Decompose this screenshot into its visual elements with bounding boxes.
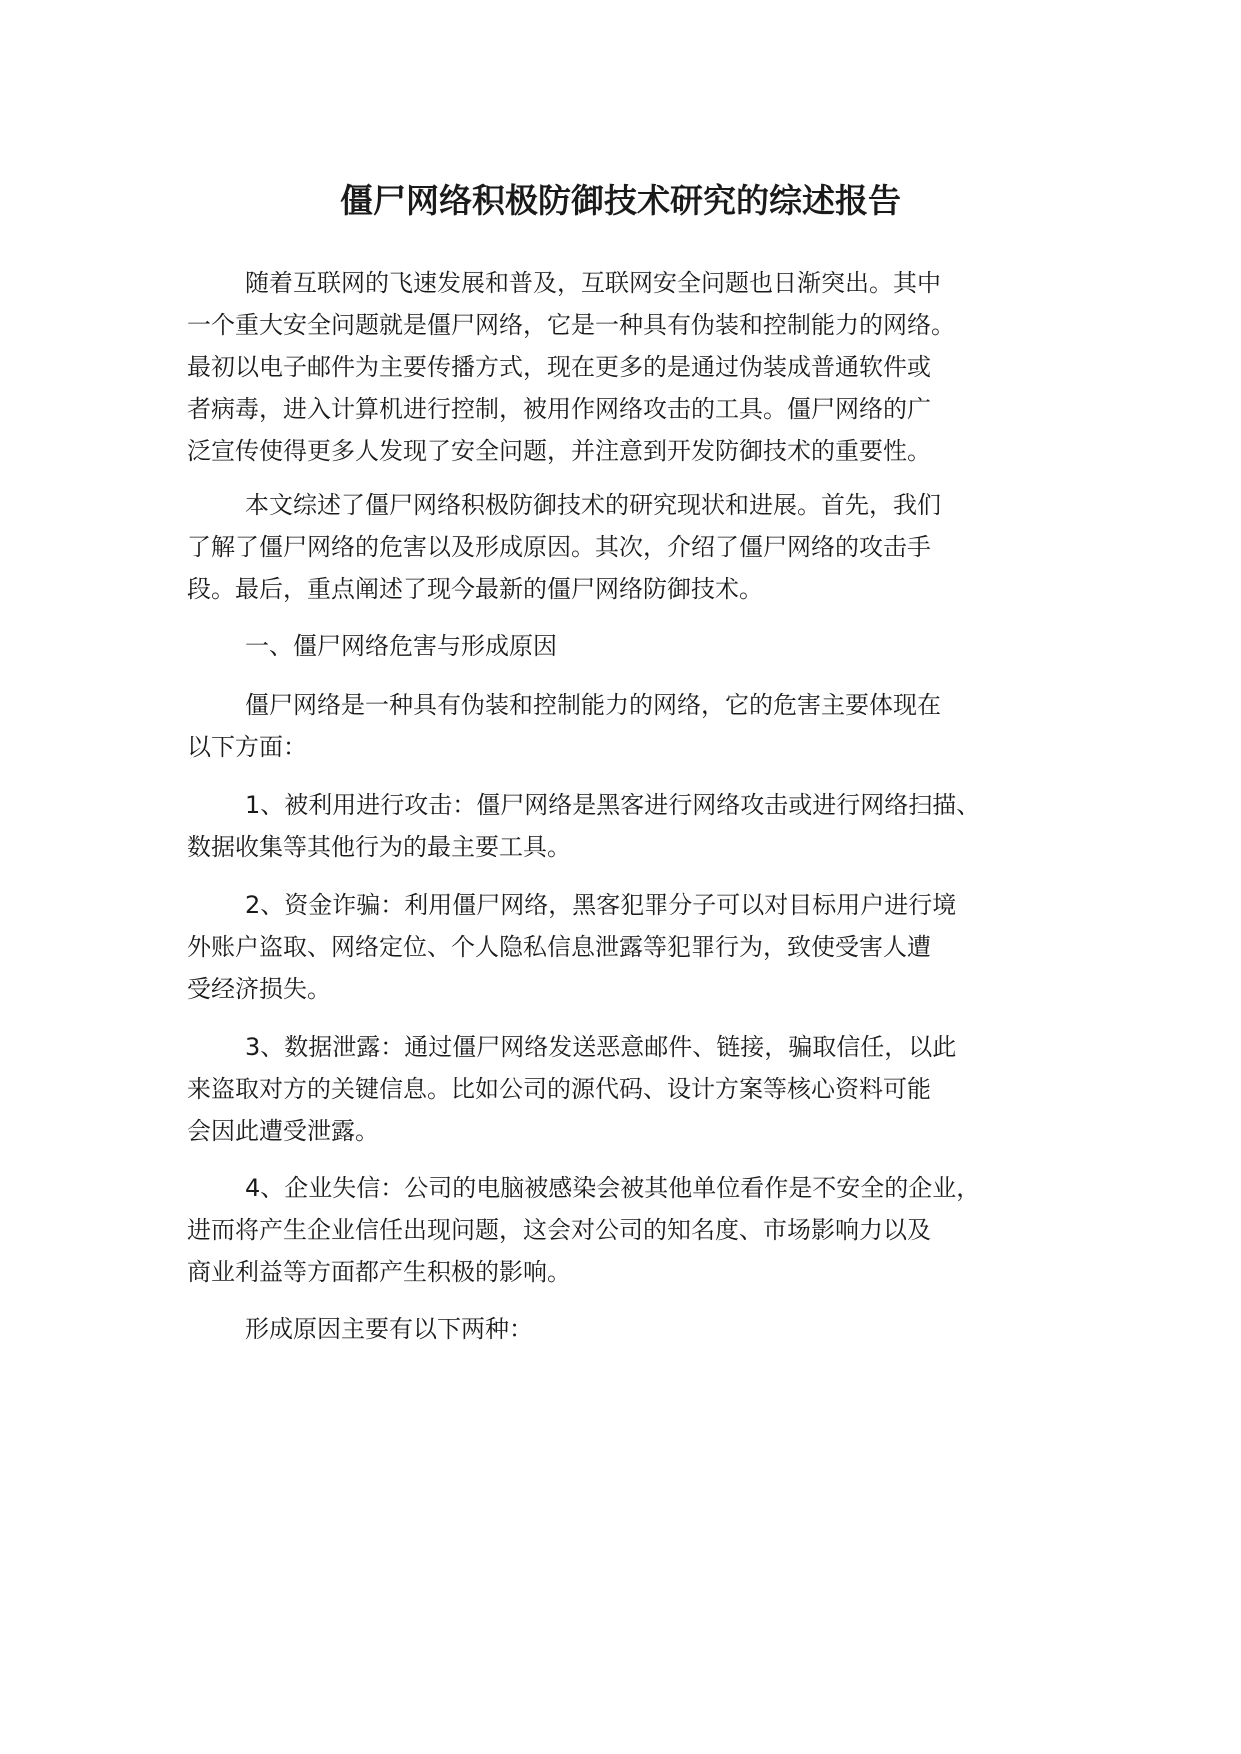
list-item-3 — [187, 1026, 1087, 1152]
paragraph-line: 数据收集等其他行为的最主要工具。 — [187, 833, 571, 861]
paragraph-intro — [187, 262, 1087, 472]
paragraph-line: 商业利益等方面都产生积极的影响。 — [187, 1258, 571, 1286]
document-title: 僵尸网络积极防御技术研究的综述报告 — [340, 181, 901, 220]
paragraph-line: 形成原因主要有以下两种： — [245, 1315, 533, 1343]
paragraph-line: 者病毒，进入计算机进行控制，被用作网络攻击的工具。僵尸网络的广 — [187, 395, 931, 423]
paragraph-line: 僵尸网络是一种具有伪装和控制能力的网络，它的危害主要体现在 — [245, 691, 941, 719]
list-item-4 — [187, 1167, 1087, 1293]
paragraph-line: 泛宣传使得更多人发现了安全问题，并注意到开发防御技术的重要性。 — [187, 437, 931, 465]
paragraph-causes-intro — [187, 1308, 1087, 1350]
paragraph-line: 来盗取对方的关键信息。比如公司的源代码、设计方案等核心资料可能 — [187, 1075, 931, 1103]
paragraph-harm-intro — [187, 684, 1087, 768]
paragraph-line: 一个重大安全问题就是僵尸网络，它是一种具有伪装和控制能力的网络。 — [187, 311, 955, 339]
list-item-2 — [187, 884, 1087, 1010]
paragraph-line: 1、被利用进行攻击：僵尸网络是黑客进行网络攻击或进行网络扫描、 — [245, 791, 981, 819]
paragraph-line: 2、资金诈骗：利用僵尸网络，黑客犯罪分子可以对目标用户进行境 — [245, 891, 957, 919]
paragraph-line: 外账户盗取、网络定位、个人隐私信息泄露等犯罪行为，致使受害人遭 — [187, 933, 931, 961]
paragraph-line: 以下方面： — [187, 733, 307, 761]
list-item-1 — [187, 784, 1087, 868]
paragraph-line: 进而将产生企业信任出现问题，这会对公司的知名度、市场影响力以及 — [187, 1216, 931, 1244]
section-heading-1 — [187, 625, 1087, 667]
paragraph-line: 4、企业失信：公司的电脑被感染会被其他单位看作是不安全的企业， — [245, 1174, 981, 1202]
paragraph-line: 了解了僵尸网络的危害以及形成原因。其次，介绍了僵尸网络的攻击手 — [187, 533, 931, 561]
paragraph-line: 会因此遭受泄露。 — [187, 1117, 379, 1145]
paragraph-line: 段。最后，重点阐述了现今最新的僵尸网络防御技术。 — [187, 575, 763, 603]
paragraph-line: 3、数据泄露：通过僵尸网络发送恶意邮件、链接，骗取信任，以此 — [245, 1033, 957, 1061]
paragraph-line: 本文综述了僵尸网络积极防御技术的研究现状和进展。首先，我们 — [245, 491, 941, 519]
paragraph-line: 随着互联网的飞速发展和普及，互联网安全问题也日渐突出。其中 — [245, 269, 941, 297]
paragraph-overview — [187, 484, 1087, 610]
paragraph-line: 最初以电子邮件为主要传播方式，现在更多的是通过伪装成普通软件或 — [187, 353, 931, 381]
paragraph-line: 受经济损失。 — [187, 975, 331, 1003]
section-heading-text: 一、僵尸网络危害与形成原因 — [245, 632, 557, 660]
